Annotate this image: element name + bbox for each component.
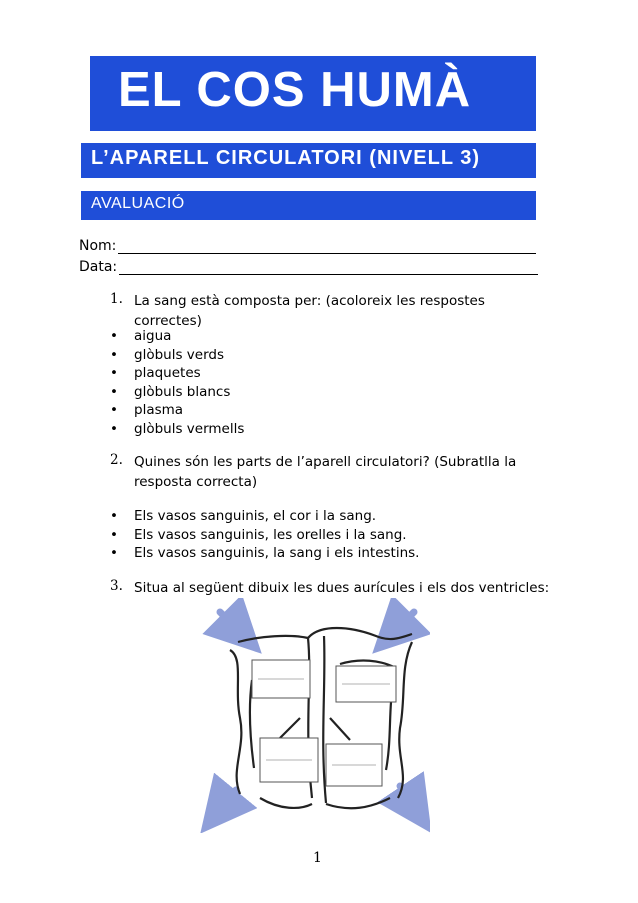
list-item[interactable]: • glòbuls blancs xyxy=(110,383,231,400)
date-field[interactable] xyxy=(79,259,538,275)
name-field[interactable] xyxy=(79,238,536,254)
page-title: EL COS HUMÀ xyxy=(118,63,472,117)
bullet-icon: • xyxy=(110,402,118,418)
date-line[interactable] xyxy=(119,260,538,275)
bullet-icon: • xyxy=(110,328,118,344)
list-item[interactable]: • glòbuls verds xyxy=(110,346,224,363)
date-label: Data: xyxy=(79,259,118,275)
list-item[interactable]: • Els vasos sanguinis, el cor i la sang. xyxy=(110,508,377,524)
bullet-icon: • xyxy=(110,508,118,524)
question-text: La sang està composta per: (acoloreix les respostes correctes) xyxy=(134,293,485,329)
name-line[interactable] xyxy=(118,239,536,254)
name-label: Nom: xyxy=(79,238,117,254)
heart-diagram xyxy=(200,598,430,833)
heart-outline xyxy=(230,650,241,794)
subtitle-banner xyxy=(81,143,536,178)
list-item[interactable]: • Els vasos sanguinis, la sang i els intestins. xyxy=(110,545,420,561)
title-banner xyxy=(90,56,536,131)
question-text: Situa al següent dibuix les dues aurícules i els dos ventricles: xyxy=(134,580,550,596)
arrow-icon xyxy=(220,612,242,634)
question-number: 1. xyxy=(110,291,123,307)
section-banner xyxy=(81,191,536,220)
bullet-icon: • xyxy=(110,545,118,561)
question-2-options xyxy=(110,507,419,563)
page-subtitle: L’APARELL CIRCULATORI (NIVELL 3) xyxy=(91,147,481,169)
question-number: 3. xyxy=(110,578,123,594)
bullet-icon: • xyxy=(110,383,118,400)
list-item[interactable]: • glòbuls vermells xyxy=(110,420,245,437)
bullet-icon: • xyxy=(110,346,118,363)
question-number: 2. xyxy=(110,452,123,468)
arrow-icon xyxy=(392,612,414,634)
question-1-options xyxy=(110,327,244,438)
list-item[interactable]: • Els vasos sanguinis, les orelles i la sang. xyxy=(110,526,407,543)
bullet-icon: • xyxy=(110,420,118,437)
heart-outline xyxy=(398,642,412,798)
list-item[interactable]: • aigua xyxy=(110,328,172,344)
page-number: 1 xyxy=(313,850,322,866)
list-item[interactable]: • plaquetes xyxy=(110,365,201,381)
list-item[interactable]: • plasma xyxy=(110,402,184,418)
question-text: Quines són les parts de l’aparell circulatori? (Subratlla la resposta correcta) xyxy=(134,454,517,490)
arrow-icon xyxy=(218,790,236,812)
bullet-icon: • xyxy=(110,365,118,381)
vessel xyxy=(280,718,350,740)
section-title: AVALUACIÓ xyxy=(91,195,185,212)
bullet-icon: • xyxy=(110,526,118,543)
